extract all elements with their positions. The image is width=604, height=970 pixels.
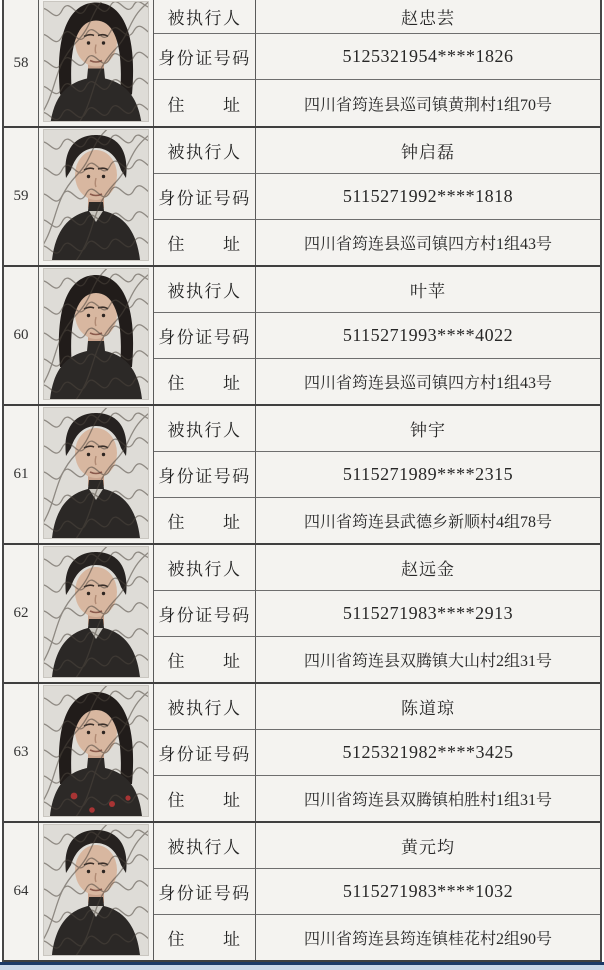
portrait-photo (44, 2, 148, 121)
person-label: 被执行人 (154, 823, 256, 869)
address-label: 住 址 (154, 637, 256, 682)
address-label: 住 址 (154, 776, 256, 821)
debtor-photo (39, 684, 154, 821)
footer-bar (0, 965, 604, 970)
person-name: 钟启磊 (256, 128, 600, 174)
portrait-photo (44, 686, 148, 816)
row-number: 61 (4, 406, 39, 543)
table-row (4, 684, 600, 823)
portrait-photo (44, 547, 148, 677)
table-row (4, 0, 600, 128)
debtor-photo (39, 128, 154, 265)
person-name: 陈道琼 (256, 684, 600, 730)
id-number-label: 身份证号码 (154, 730, 256, 776)
table-row (4, 128, 600, 267)
id-number-value: 5115271983****1032 (256, 869, 600, 915)
id-number-label: 身份证号码 (154, 452, 256, 498)
debtor-photo (39, 823, 154, 960)
row-number: 62 (4, 545, 39, 682)
person-label: 被执行人 (154, 128, 256, 174)
id-number-value: 5115271992****1818 (256, 174, 600, 220)
id-number-label: 身份证号码 (154, 174, 256, 220)
row-number: 60 (4, 267, 39, 404)
portrait-photo (44, 825, 148, 955)
id-number-value: 5115271989****2315 (256, 452, 600, 498)
id-number-label: 身份证号码 (154, 591, 256, 637)
person-name: 叶苹 (256, 267, 600, 313)
table-row (4, 823, 600, 962)
person-label: 被执行人 (154, 406, 256, 452)
address-label: 住 址 (154, 220, 256, 265)
id-number-value: 5115271983****2913 (256, 591, 600, 637)
person-label: 被执行人 (154, 684, 256, 730)
address-value: 四川省筠连县双腾镇大山村2组31号 (303, 653, 552, 670)
address-value: 四川省筠连县巡司镇黄荆村1组70号 (303, 96, 552, 114)
debtor-table (2, 0, 602, 962)
table-row (4, 267, 600, 406)
row-number: 58 (4, 0, 39, 126)
person-name: 赵忠芸 (256, 0, 600, 34)
address-label: 住 址 (154, 498, 256, 543)
debtor-photo (39, 0, 154, 126)
person-label: 被执行人 (154, 545, 256, 591)
address-value: 四川省筠连县巡司镇四方村1组43号 (303, 236, 552, 253)
row-number: 59 (4, 128, 39, 265)
debtor-photo (39, 267, 154, 404)
address-value: 四川省筠连县武德乡新顺村4组78号 (303, 514, 552, 531)
address-label: 住 址 (154, 80, 256, 126)
id-number-value: 5125321954****1826 (256, 34, 600, 80)
person-label: 被执行人 (154, 267, 256, 313)
row-number: 64 (4, 823, 39, 960)
person-name: 钟宇 (256, 406, 600, 452)
id-number-label: 身份证号码 (154, 34, 256, 80)
id-number-label: 身份证号码 (154, 869, 256, 915)
portrait-photo (44, 130, 148, 260)
address-label: 住 址 (154, 915, 256, 960)
address-value: 四川省筠连县巡司镇四方村1组43号 (303, 375, 552, 392)
id-number-value: 5125321982****3425 (256, 730, 600, 776)
table-row (4, 406, 600, 545)
row-number: 63 (4, 684, 39, 821)
person-label: 被执行人 (154, 0, 256, 34)
table-row (4, 545, 600, 684)
address-value: 四川省筠连县双腾镇柏胜村1组31号 (303, 792, 552, 809)
address-value: 四川省筠连县筠连镇桂花村2组90号 (303, 931, 552, 948)
portrait-photo (44, 408, 148, 538)
person-name: 赵远金 (256, 545, 600, 591)
id-number-value: 5115271993****4022 (256, 313, 600, 359)
id-number-label: 身份证号码 (154, 313, 256, 359)
debtor-photo (39, 545, 154, 682)
person-name: 黄元均 (256, 823, 600, 869)
debtor-photo (39, 406, 154, 543)
address-label: 住 址 (154, 359, 256, 404)
portrait-photo (44, 269, 148, 399)
